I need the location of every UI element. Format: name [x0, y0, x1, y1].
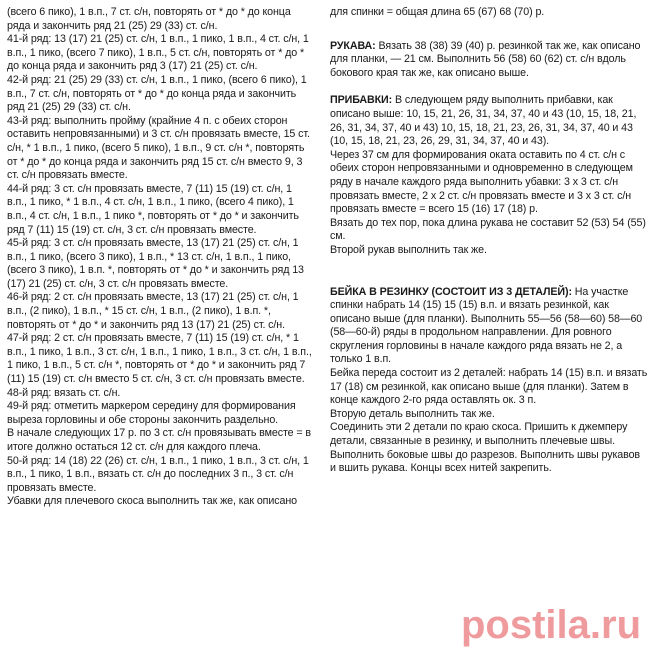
increases-title: ПРИБАВКИ: — [330, 94, 393, 107]
row-47-instruction: 47-й ряд: 2 ст. с/н провязать вместе, 7 (11) 15 (19) ст. с/н, * 1 в.п., 1 пико, 1 в.п., 3 ст. с/н, 1 в.п., 1 пико, 1 в.п., 3 ст. с/н, 1 в.п., 1 пико, 1 в.п., 5 ст. с/н *, повторять от * до * и закончить ряд 7 (11) 15 (19) ст. с/н вместо 5 ст. с/н, 3 ст. с/н провязать вместе. — [7, 332, 312, 386]
sleeve-cap-instruction: Через 37 см для формирования оката оставить по 4 ст. с/н с обеих сторон непровязанными и одновременно в следующем ряду в начале каждого ряда выполнить убавки: 3 х 3 ст. с/н провязать вместе, 2 х 2 ст. с/н провязать вместе и 3 х 3 ст. с/н провязать вместе = всего 15 (16) 17 (18) р. — [330, 148, 633, 216]
row-46-instruction: 46-й ряд: 2 ст. с/н провязать вместе, 13 (17) 21 (25) ст. с/н, 1 в.п., (2 пико), 1 в.п., * 15 ст. с/н, 1 в.п., (2 пико), 1 в.п. *, повторять от * до * и закончить ряд 13 (17) 21 (25) ст. с/н. — [7, 291, 299, 331]
increases-section — [330, 94, 648, 148]
row-44-instruction: 44-й ряд: 3 ст. с/н провязать вместе, 7 (11) 15 (19) ст. с/н, 1 в.п., 1 пико, * 1 в.п., 4 ст. с/н, 1 в.п., 1 пико, (всего 4 пико), 1 в.п., 4 ст. с/н, 1 в.п., 1 пико *, повторять от * до * и закончить ряд 7 (11) 15 (19) ст. с/н, 3 ст. с/н провязать вместе. — [7, 182, 299, 236]
sleeves-title: РУКАВА: — [330, 39, 376, 52]
row-48-instruction: 48-й ряд: вязать ст. с/н. — [7, 386, 121, 399]
sleeve-length-instruction: Вязать до тех пор, пока длина рукава не составит 52 (53) 54 (55) см. — [330, 216, 646, 243]
increases-text: В следующем ряду выполнить прибавки, как описано выше: 10, 15, 21, 26, 31, 34, 37, 40 и 43 (10, 15, 18, 21, 26, 31, 34, 37, 40 и 43) 10, 15, 18, 21, 23, 26, 31, 34, 37, 40 и 43 (10, 15, 18, 21, 23, 26, 29, 31, 34, 37, 40 и 43). — [330, 94, 637, 148]
trim-title: БЕЙКА В РЕЗИНКУ (СОСТОИТ ИЗ 3 ДЕТАЛЕЙ): — [330, 285, 572, 298]
row-49-instruction: 49-й ряд: отметить маркером середину для формирования выреза горловины и обе стороны закончить раздельно. — [7, 400, 296, 426]
neckline-decrease-note: В начале следующих 17 р. по 3 ст. с/н провязывать вместе = в итоге должно остаться 12 ст. с/н для каждого плеча. — [7, 427, 311, 453]
second-piece-note: Вторую деталь выполнить так же. — [330, 407, 495, 420]
right-text-column — [330, 6, 648, 476]
row-41-instruction: 41-й ряд: 13 (17) 21 (25) ст. с/н, 1 в.п., 1 пико, 1 в.п., 4 ст. с/н, 1 в.п., 1 пико, (всего 7 пико), 1 в.п., 5 ст. с/н, повторять от * до * до конца ряда и закончить ряд 3 (17) 21 (25) ст. с/н. — [7, 33, 309, 73]
row-43-instruction: 43-й ряд: выполнить пройму (крайние 4 п. с обеих сторон оставить непровязанными) и 3 ст. с/н провязать вместе, 15 ст. с/н, * 1 в.п., 1 пико, (всего 5 пико), 1 в.п., 9 ст. с/н *, повторять от * до * до конца ряда и закончить ряд 15 ст. с/н вместо 9, 3 ст. с/н провязать вместе. — [7, 114, 310, 182]
postila-watermark-logo — [456, 602, 646, 648]
front-trim-instruction: Бейка переда состоит из 2 деталей: набрать 14 (15) в.п. и вязать 17 (18) см резинкой, как описано выше (для планки). Затем в конце каждого 2-го ряда оставлять ок. 3 п. — [330, 367, 648, 407]
shoulder-slope-note: Убавки для плечевого скоса выполнить так же, как описано — [7, 495, 297, 508]
paragraph-intro-right: для спинки = общая длина 65 (67) 68 (70) р. — [330, 6, 545, 18]
left-text-column — [7, 6, 313, 509]
sleeves-text: Вязать 38 (38) 39 (40) р. резинкой так же, как описано для планки, — 21 см. Выполнить 56 (58) 60 (62) ст. с/н вдоль бокового края так же, как описано выше. — [330, 39, 641, 79]
second-sleeve-note: Второй рукав выполнить так же. — [330, 243, 487, 256]
row-50-instruction: 50-й ряд: 14 (18) 22 (26) ст. с/н, 1 в.п., 1 пико, 1 в.п., 3 ст. с/н, 1 в.п., 1 пико, 1 в.п., вязать ст. с/н до последних 3 п., 3 ст. с/н провязать вместе. — [7, 454, 309, 494]
row-42-instruction: 42-й ряд: 21 (25) 29 (33) ст. с/н, 1 в.п., 1 пико, (всего 6 пико), 1 в.п., 7 ст. с/н, повторять от * до * до конца ряда и закончить ряд 21 (25) 29 (33) ст. с/н. — [7, 73, 307, 114]
trim-text: На участке спинки набрать 14 (15) 15 (15) в.п. и вязать резинкой, как описано выше (для планки). Выполнить 55—56 (58—60) 58—60 (58—60-й) ряды в продольном направлении. Для ровного скругления горловины в начале каждого ряда вязать не 2, а только 1 в.п. — [330, 285, 643, 366]
watermark-text: postila.ru — [460, 603, 642, 647]
trim-section — [330, 286, 648, 368]
assembly-instruction: Соединить эти 2 детали по краю скоса. Пришить к джемперу детали, связанные в резинку, и выполнить плечевые швы. Выполнить боковые швы до разрезов. Выполнить швы рукавов и вшить рукава. Концы всех нитей закрепить. — [330, 421, 640, 475]
paragraph-intro-left: (всего 6 пико), 1 в.п., 7 ст. с/н, повторять от * до * до конца ряда и закончить ряд 21 (25) 29 (33) ст. с/н. — [7, 6, 291, 32]
sleeves-section — [330, 40, 648, 81]
row-45-instruction: 45-й ряд: 3 ст. с/н провязать вместе, 13 (17) 21 (25) ст. с/н, 1 в.п., 1 пико, (всего 3 пико), 1 в.п., * 13 ст. с/н, 1 в.п., 1 пико, (всего 3 пико), 1 в.п. *, повторять от * до * и закончить ряд 13 (17) 21 (25) ст. с/н, 3 ст. с/н провязать вместе. — [7, 237, 304, 290]
